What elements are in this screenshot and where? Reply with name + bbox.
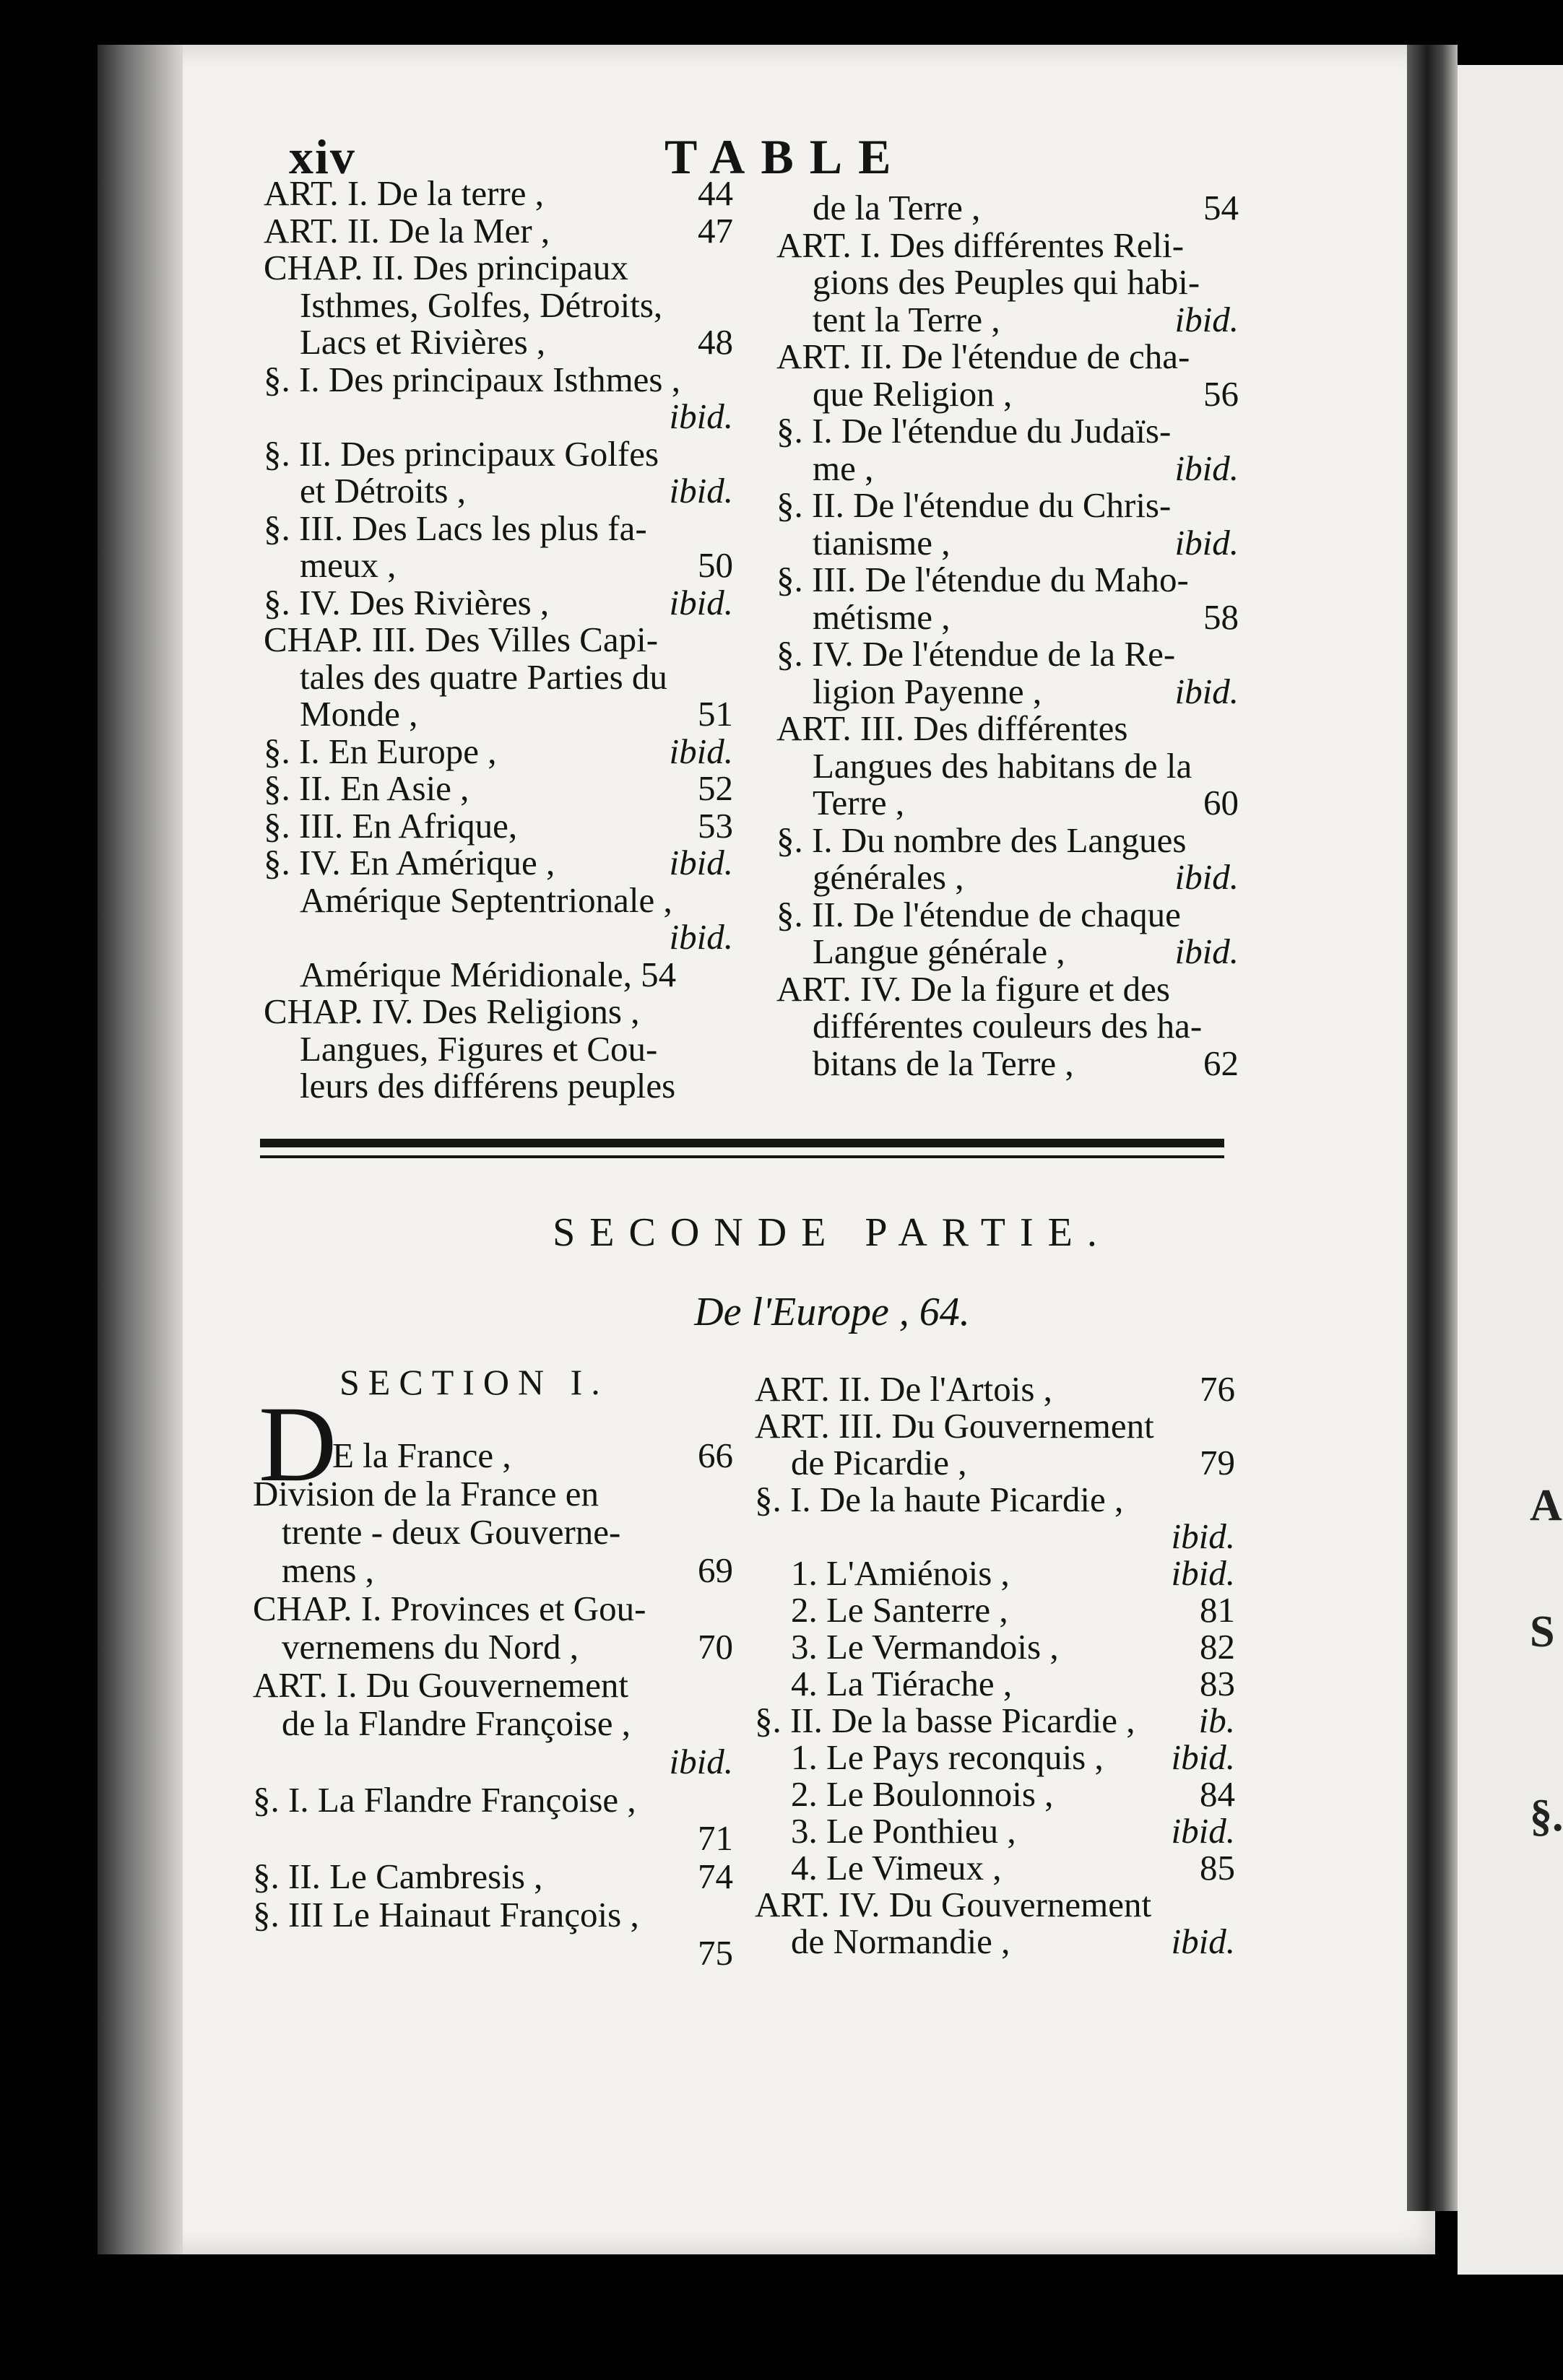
toc-entry-title: Division de la France en <box>253 1474 599 1513</box>
toc-entry-page: 50 <box>698 545 733 585</box>
toc-entry <box>755 1481 1235 1519</box>
toc-entry <box>776 859 1239 896</box>
toc-entry-title: CHAP. IV. Des Religions , <box>264 991 640 1031</box>
running-title: TABLE <box>664 129 907 184</box>
toc-entry <box>264 807 733 845</box>
toc-entry-title: 4. Le Vimeux , <box>791 1848 1002 1888</box>
drop-capital: D <box>259 1384 337 1504</box>
toc-entry <box>776 1007 1239 1045</box>
toc-entry <box>776 301 1239 339</box>
toc-entry <box>755 1371 1235 1408</box>
toc-entry <box>776 412 1239 450</box>
toc-entry <box>776 189 1239 227</box>
toc-entry-title: §. I. En Europe , <box>264 731 497 771</box>
toc-entry <box>264 844 733 882</box>
toc-entry-title: meux , <box>300 545 397 585</box>
toc-entry-title: CHAP. III. Des Villes Capi- <box>264 620 659 659</box>
toc-entry <box>776 264 1239 301</box>
toc-entry <box>776 338 1239 375</box>
toc-entry-title: Terre , <box>813 783 905 822</box>
toc-entry <box>264 1030 733 1068</box>
toc-entry-title: ART. I. De la terre , <box>264 173 544 213</box>
toc-entry <box>776 970 1239 1008</box>
toc-entry-page: ibid. <box>1174 448 1239 488</box>
toc-entry-title: gions des Peuples qui habi- <box>813 262 1200 302</box>
toc-entry-title: ART. I. Des différentes Reli- <box>776 225 1185 265</box>
next-page-edge <box>1458 65 1563 2275</box>
toc-entry-title: différentes couleurs des ha- <box>813 1006 1203 1046</box>
toc-entry-page: ibid. <box>669 471 733 511</box>
toc-entry-title: Isthmes, Golfes, Détroits, <box>300 285 663 325</box>
toc-entry <box>776 822 1239 859</box>
toc-entry <box>776 896 1239 934</box>
toc-entry-title: §. II. De l'étendue du Chris- <box>776 485 1172 525</box>
toc-entry <box>264 695 733 733</box>
toc-entry <box>264 1067 733 1105</box>
page-number: xiv <box>289 129 356 184</box>
toc-entry-page: ibid. <box>669 917 733 957</box>
toc-entry-page: ibid. <box>1174 522 1239 563</box>
toc-entry <box>755 1849 1235 1887</box>
toc-entry <box>776 524 1239 562</box>
toc-entry-page: 79 <box>1200 1443 1235 1482</box>
toc-entry-page: 85 <box>1200 1848 1235 1888</box>
toc-entry-title: trente - deux Gouverne- <box>282 1512 621 1552</box>
toc-entry <box>253 1934 733 1972</box>
toc-entry <box>253 1667 733 1704</box>
toc-entry-title: §. II. Le Cambresis , <box>253 1856 543 1896</box>
toc-entry-title: Lacs et Rivières , <box>300 322 546 362</box>
toc-entry-title: bitans de la Terre , <box>813 1043 1074 1083</box>
toc-entry-page: 62 <box>1203 1043 1239 1083</box>
toc-entry <box>264 510 733 547</box>
toc-entry-title: 2. Le Boulonnois , <box>791 1774 1054 1814</box>
toc-entry-title: CHAP. I. Provinces et Gou- <box>253 1589 646 1628</box>
toc-entry <box>264 882 733 919</box>
toc-entry-page: 53 <box>698 805 733 846</box>
toc-entry <box>264 435 733 473</box>
toc-entry-title: tent la Terre , <box>813 299 1000 339</box>
toc-entry <box>755 1702 1235 1740</box>
toc-entry-title: 3. Le Ponthieu , <box>791 1811 1016 1851</box>
toc-entry-title: ART. I. Du Gouvernement <box>253 1665 629 1705</box>
toc-entry-page: 58 <box>1203 596 1239 637</box>
toc-entry-title: §. I. Du nombre des Langues <box>776 820 1187 860</box>
toc-entry-page: ibid. <box>1171 1811 1235 1851</box>
toc-entry-title: 4. La Tiérache , <box>791 1664 1013 1703</box>
part-subtitle: De l'Europe , 64. <box>694 1290 970 1334</box>
toc-entry <box>776 227 1239 264</box>
toc-entry <box>755 1812 1235 1850</box>
toc-entry-page: 69 <box>698 1550 733 1590</box>
part-title: SECONDE PARTIE. <box>553 1210 1112 1255</box>
toc-entry <box>755 1518 1235 1555</box>
toc-entry-page: 75 <box>698 1933 733 1973</box>
toc-entry <box>776 450 1239 487</box>
toc-entry-page: ibid. <box>1174 299 1239 339</box>
toc-entry <box>264 212 733 250</box>
toc-entry-title: ligion Payenne , <box>813 671 1042 711</box>
toc-entry-title: tales des quatre Parties du <box>300 656 667 697</box>
toc-entry-title: §. I. Des principaux Isthmes , <box>264 359 680 399</box>
toc-entry <box>755 1739 1235 1776</box>
toc-entry <box>776 747 1239 785</box>
toc-entry <box>776 561 1239 599</box>
next-page-fragment: S <box>1530 1607 1555 1656</box>
toc-entry <box>755 1555 1235 1592</box>
toc-entry <box>253 1705 733 1742</box>
toc-entry <box>264 249 733 287</box>
toc-entry-page: 70 <box>698 1627 733 1667</box>
toc-entry-title: et Détroits , <box>300 471 466 511</box>
toc-entry-page: 54 <box>1203 188 1239 227</box>
toc-entry-title: 3. Le Vermandois , <box>791 1627 1059 1667</box>
toc-entry-title: Monde , <box>300 694 418 734</box>
toc-entry-page: ib. <box>1198 1701 1235 1740</box>
toc-entry-page: ibid. <box>669 843 733 882</box>
toc-entry-title: me , <box>813 448 874 488</box>
toc-entry-page: ibid. <box>669 1742 733 1781</box>
toc-entry-page: 51 <box>698 694 733 734</box>
toc-entry-title: générales , <box>813 857 964 897</box>
toc-entry-page: 81 <box>1200 1590 1235 1630</box>
toc-entry <box>776 933 1239 970</box>
toc-entry-title: ART. II. De l'étendue de cha- <box>776 336 1190 376</box>
toc-entry-page: ibid. <box>1171 1737 1235 1777</box>
toc-entry-page: 52 <box>698 768 733 808</box>
toc-entry <box>264 918 733 956</box>
toc-entry <box>776 673 1239 711</box>
toc-entry-page: 66 <box>698 1436 733 1475</box>
toc-entry <box>264 733 733 770</box>
toc-entry-title: 1. L'Amiénois , <box>791 1553 1010 1593</box>
toc-entry-title: ART. II. De l'Artois , <box>755 1369 1052 1409</box>
toc-entry-title: 2. Le Santerre , <box>791 1590 1008 1630</box>
toc-entry-page: 71 <box>698 1818 733 1858</box>
toc-entry-title: §. II. De l'étendue de chaque <box>776 894 1181 934</box>
toc-entry-title: §. I. De la haute Picardie , <box>755 1480 1124 1519</box>
toc-entry-page: ibid. <box>1174 671 1239 711</box>
toc-entry-title: §. I. De l'étendue du Judaïs- <box>776 411 1172 451</box>
toc-entry-page: ibid. <box>1174 857 1239 897</box>
toc-entry <box>264 770 733 807</box>
toc-entry <box>755 1628 1235 1666</box>
toc-entry-title: de Picardie , <box>791 1443 967 1482</box>
toc-entry <box>253 1858 733 1895</box>
toc-entry <box>776 1045 1239 1082</box>
toc-entry-title: ART. II. De la Mer , <box>264 210 550 251</box>
toc-entry <box>264 175 733 212</box>
toc-entry-title: métisme , <box>813 596 951 637</box>
toc-entry-page: ibid. <box>1171 1516 1235 1556</box>
toc-entry-page: 84 <box>1200 1774 1235 1814</box>
double-rule-thick <box>260 1139 1224 1147</box>
toc-entry <box>264 361 733 399</box>
toc-entry-page: 76 <box>1200 1369 1235 1409</box>
toc-entry <box>253 1781 733 1819</box>
toc-entry-title: ART. III. Du Gouvernement <box>755 1406 1154 1446</box>
toc-entry-title: ART. IV. Du Gouvernement <box>755 1885 1152 1924</box>
section-title: SECTION I. <box>339 1362 609 1402</box>
toc-entry <box>755 1444 1235 1482</box>
toc-entry-title: Langues, Figures et Cou- <box>300 1028 658 1069</box>
toc-entry-title: E la France , <box>332 1436 511 1475</box>
toc-entry <box>264 323 733 361</box>
toc-entry-title: §. III. De l'étendue du Maho- <box>776 560 1189 599</box>
toc-entry-title: que Religion , <box>813 373 1013 414</box>
toc-entry <box>253 1437 733 1475</box>
toc-entry-title: de la Flandre Françoise , <box>282 1703 631 1743</box>
toc-entry-title: de la Terre , <box>813 188 981 227</box>
toc-entry-title: leurs des différens peuples <box>300 1066 676 1106</box>
toc-entry <box>253 1628 733 1666</box>
toc-entry-title: §. IV. En Amérique , <box>264 843 555 882</box>
toc-entry <box>755 1923 1235 1960</box>
toc-entry <box>776 487 1239 524</box>
toc-entry-page: ibid. <box>669 396 733 436</box>
toc-entry-title: vernemens du Nord , <box>282 1627 579 1667</box>
toc-entry-page: ibid. <box>669 582 733 622</box>
toc-entry-title: ART. III. Des différentes <box>776 708 1128 748</box>
toc-entry <box>755 1591 1235 1629</box>
toc-entry-title: §. III Le Hainaut François , <box>253 1895 639 1934</box>
toc-entry <box>755 1886 1235 1924</box>
toc-entry <box>253 1552 733 1589</box>
toc-entry <box>776 784 1239 822</box>
toc-entry <box>776 635 1239 673</box>
toc-entry <box>755 1407 1235 1445</box>
toc-entry <box>776 710 1239 747</box>
toc-entry-page: 44 <box>698 173 733 213</box>
toc-entry-page: ibid. <box>1171 1553 1235 1593</box>
toc-entry <box>253 1743 733 1781</box>
toc-entry-title: 1. Le Pays reconquis , <box>791 1737 1104 1777</box>
toc-entry <box>264 472 733 510</box>
toc-entry <box>264 956 733 994</box>
toc-entry <box>264 621 733 659</box>
toc-entry-title: mens , <box>282 1550 374 1590</box>
toc-entry-title: §. II. En Asie , <box>264 768 469 808</box>
page-gutter <box>98 45 183 2254</box>
toc-entry <box>755 1776 1235 1813</box>
toc-entry-title: Amérique Septentrionale , <box>300 880 672 920</box>
toc-entry-page: ibid. <box>1174 931 1239 971</box>
toc-entry <box>264 547 733 584</box>
toc-entry-title: §. III. En Afrique, <box>264 805 518 846</box>
toc-entry-page: 47 <box>698 210 733 251</box>
toc-entry-title: Amérique Méridionale, 54 <box>300 954 677 994</box>
toc-entry <box>253 1513 733 1551</box>
toc-entry <box>264 584 733 622</box>
toc-entry <box>264 993 733 1030</box>
toc-entry-title: §. III. Des Lacs les plus fa- <box>264 508 647 548</box>
toc-entry <box>264 398 733 435</box>
double-rule-thin <box>260 1155 1224 1158</box>
toc-entry-title: de Normandie , <box>791 1921 1010 1961</box>
toc-entry-title: ART. IV. De la figure et des <box>776 968 1170 1009</box>
toc-entry-title: §. IV. De l'étendue de la Re- <box>776 634 1176 674</box>
toc-entry-page: ibid. <box>1171 1921 1235 1961</box>
toc-entry <box>253 1590 733 1628</box>
toc-entry <box>253 1475 733 1513</box>
toc-entry-title: §. II. De la basse Picardie , <box>755 1701 1135 1740</box>
toc-entry <box>253 1820 733 1857</box>
toc-entry <box>253 1896 733 1934</box>
toc-entry <box>776 596 1239 637</box>
next-page-fragment: A <box>1530 1481 1562 1530</box>
toc-entry-title: §. I. La Flandre Françoise , <box>253 1780 636 1820</box>
toc-entry-title: §. II. Des principaux Golfes <box>264 433 659 474</box>
toc-entry-page: 83 <box>1200 1664 1235 1703</box>
toc-entry-page: 56 <box>1203 373 1239 414</box>
toc-entry <box>755 1665 1235 1703</box>
toc-entry-page: ibid. <box>669 731 733 771</box>
toc-entry-page: 74 <box>698 1856 733 1896</box>
toc-entry-page: 82 <box>1200 1627 1235 1667</box>
toc-entry-title: Langues des habitans de la <box>813 745 1192 786</box>
toc-entry-page: 48 <box>698 322 733 362</box>
toc-entry-title: CHAP. II. Des principaux <box>264 248 628 287</box>
toc-entry <box>776 375 1239 413</box>
toc-entry-title: Langue générale , <box>813 931 1065 971</box>
toc-entry <box>264 656 733 697</box>
toc-entry <box>264 287 733 324</box>
next-page-fragment: §. <box>1530 1791 1563 1841</box>
book-spine <box>1407 45 1458 2211</box>
toc-entry-title: tianisme , <box>813 522 951 563</box>
toc-entry-page: 60 <box>1203 783 1239 822</box>
toc-entry-title: §. IV. Des Rivières , <box>264 582 550 622</box>
